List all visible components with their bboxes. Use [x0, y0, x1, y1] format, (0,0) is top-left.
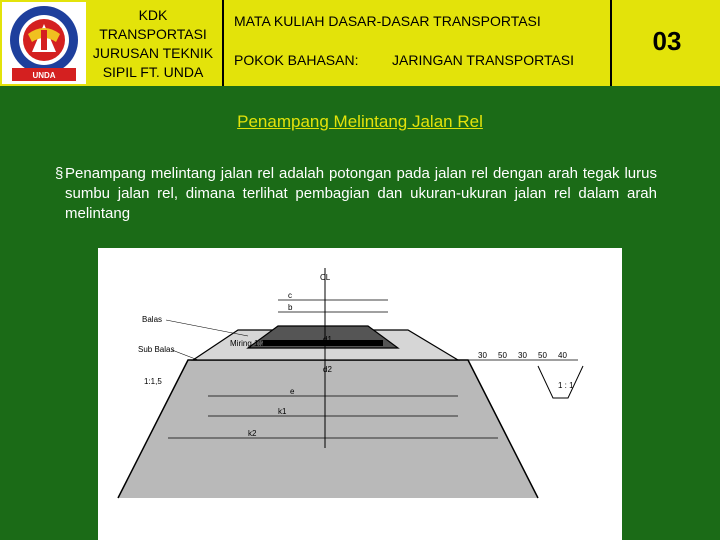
sub-balas-leader	[172, 350, 198, 360]
department-line: KDK	[138, 7, 168, 23]
left-slope-label: 1:1,5	[144, 377, 162, 386]
dim-k2-label: k2	[248, 429, 257, 438]
drainage-dim-3: 30	[518, 351, 527, 360]
dim-k1-label: k1	[278, 407, 287, 416]
rail-cross-section-drawing	[98, 248, 622, 540]
balas-leader	[166, 320, 248, 336]
dim-c-label: c	[288, 291, 292, 300]
ballast-slope-label: Miring 1:2	[230, 339, 266, 348]
dim-e-label: e	[290, 387, 295, 396]
drainage-dim-2: 50	[498, 351, 507, 360]
drainage-dim-4: 50	[538, 351, 547, 360]
topic-value: JARINGAN TRANSPORTASI	[392, 52, 575, 68]
bullet-paragraph	[57, 164, 657, 224]
department-line: SIPIL FT. UNDA	[102, 64, 204, 80]
d2-label: d2	[323, 365, 332, 374]
embankment-shape	[118, 360, 538, 498]
slide-header	[0, 0, 720, 86]
university-logo	[2, 2, 86, 84]
bullet-text: Penampang melintang jalan rel adalah potongan pada jalan rel dengan arah tegak lurus sumbu jalan rel, dimana terlihat pembagian dan ukuran-ukuran jalan rel dalam arah melintang	[65, 165, 657, 222]
drainage-dim-1: 30	[478, 351, 487, 360]
cross-section-diagram	[98, 248, 622, 540]
header-divider	[222, 0, 224, 86]
topic-label: POKOK BAHASAN:	[234, 52, 359, 68]
course-title: MATA KULIAH DASAR-DASAR TRANSPORTASI	[234, 13, 541, 29]
centerline-label: CL	[320, 273, 331, 282]
sub-balas-label: Sub Balas	[138, 345, 175, 354]
header-divider	[610, 0, 612, 86]
department-line: TRANSPORTASI	[99, 26, 207, 42]
right-slope-label: 1 : 1	[558, 381, 574, 390]
university-seal-icon	[2, 2, 86, 84]
department-block	[86, 6, 220, 82]
bullet-icon: §	[55, 165, 64, 182]
dim-b-label: b	[288, 303, 293, 312]
slide-title: Penampang Melintang Jalan Rel	[237, 112, 483, 131]
department-line: JURUSAN TEKNIK	[92, 45, 214, 61]
drainage-dim-5: 40	[558, 351, 567, 360]
balas-label: Balas	[142, 315, 163, 324]
slide-number: 03	[652, 26, 682, 56]
logo-bottom-text: UNDA	[32, 71, 56, 80]
d1-label: d1	[323, 335, 332, 344]
